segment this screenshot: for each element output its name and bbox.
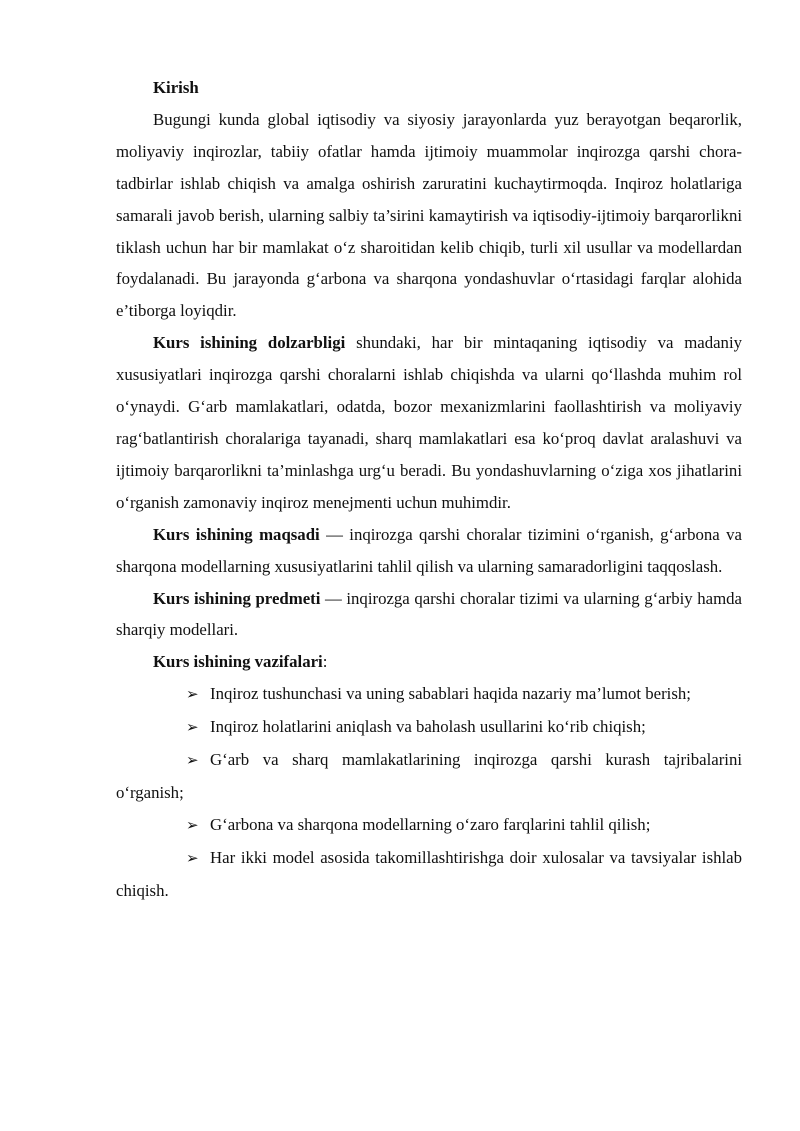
list-item (116, 842, 742, 907)
arrow-bullet-icon: ➢ (186, 848, 199, 867)
list-item-text: Inqiroz tushunchasi va uning sabablari haqida nazariy ma’lumot berish; (210, 684, 691, 704)
arrow-bullet-icon: ➢ (186, 751, 199, 770)
intro-paragraph: Bugungi kunda global iqtisodiy va siyosiy jarayonlarda yuz berayotgan beqarorlik, moliyaviy inqirozlar, tabiiy ofatlar hamda ijtimoiy muammolar inqirozga qarshi chora-tadbirlar ishlab chiqish va amalga oshirish zaruratini kuchaytirmoqda. Inqiroz holatlariga samarali javob berish, ularning salbiy ta’sirini kamaytirish va iqtisodiy-ijtimoiy barqarorlikni tiklash uchun har bir mamlakat o‘z sharoitidan kelib chiqib, turli xil usullar va modellardan foydalanadi. Bu jarayonda g‘arbona va sharqona yondashuvlar o‘rtasidagi farqlar alohida e’tiborga loyiqdir. (116, 109, 742, 321)
list-item (116, 809, 742, 842)
goal-label: Kurs ishining maqsadi (153, 524, 320, 544)
subject-paragraph (116, 583, 742, 647)
relevance-text: shundaki, har bir mintaqaning iqtisodiy va madaniy xususiyatlari inqirozga qarshi choralarni ishlab chiqishda va ularni qo‘llashda muhim rol o‘ynaydi. G‘arb mamlakatlari, odatda, bozor mexanizmlarini faollashtirish va moliyaviy rag‘batlantirish choralariga tayanadi, sharq mamlakatlari esa ko‘proq davlat aralashuvi va ijtimoiy barqarorlikni ta’minlashga urg‘u beradi. Bu yondashuvlarning o‘ziga xos jihatlarini o‘rganish zamonaviy inqiroz menejmenti uchun muhimdir. (116, 333, 742, 512)
list-item-text: G‘arb va sharq mamlakatlarining inqirozga qarshi kurash tajribalarini o‘rganish; (116, 750, 742, 802)
arrow-bullet-icon: ➢ (186, 718, 199, 737)
arrow-bullet-icon: ➢ (186, 815, 199, 834)
subject-text: — inqirozga qarshi choralar tizimi va ularning g‘arbiy hamda sharqiy modellari. (116, 588, 742, 640)
tasks-heading (116, 646, 742, 678)
list-item-text: G‘arbona va sharqona modellarning o‘zaro farqlarini tahlil qilish; (210, 814, 651, 834)
tasks-list (116, 678, 742, 906)
relevance-label: Kurs ishining dolzarbligi (153, 333, 346, 353)
tasks-label: Kurs ishining vazifalari (153, 652, 323, 672)
goal-paragraph (116, 519, 742, 583)
list-item-text: Inqiroz holatlarini aniqlash va baholash usullarini ko‘rib chiqish; (210, 717, 646, 737)
section-title: Kirish (153, 78, 199, 97)
list-item (116, 744, 742, 809)
goal-text: — inqirozga qarshi choralar tizimini o‘rganish, g‘arbona va sharqona modellarning xususiyatlarini tahlil qilish va ularning samaradorligini taqqoslash. (116, 524, 742, 576)
document-page (116, 72, 742, 907)
list-item (116, 711, 742, 744)
tasks-colon: : (322, 652, 328, 672)
list-item-text: Har ikki model asosida takomillashtirishga doir xulosalar va tavsiyalar ishlab chiqish. (116, 847, 742, 900)
relevance-paragraph (116, 327, 742, 518)
subject-label: Kurs ishining predmeti (153, 588, 321, 608)
arrow-bullet-icon: ➢ (186, 685, 199, 704)
list-item (116, 678, 742, 711)
